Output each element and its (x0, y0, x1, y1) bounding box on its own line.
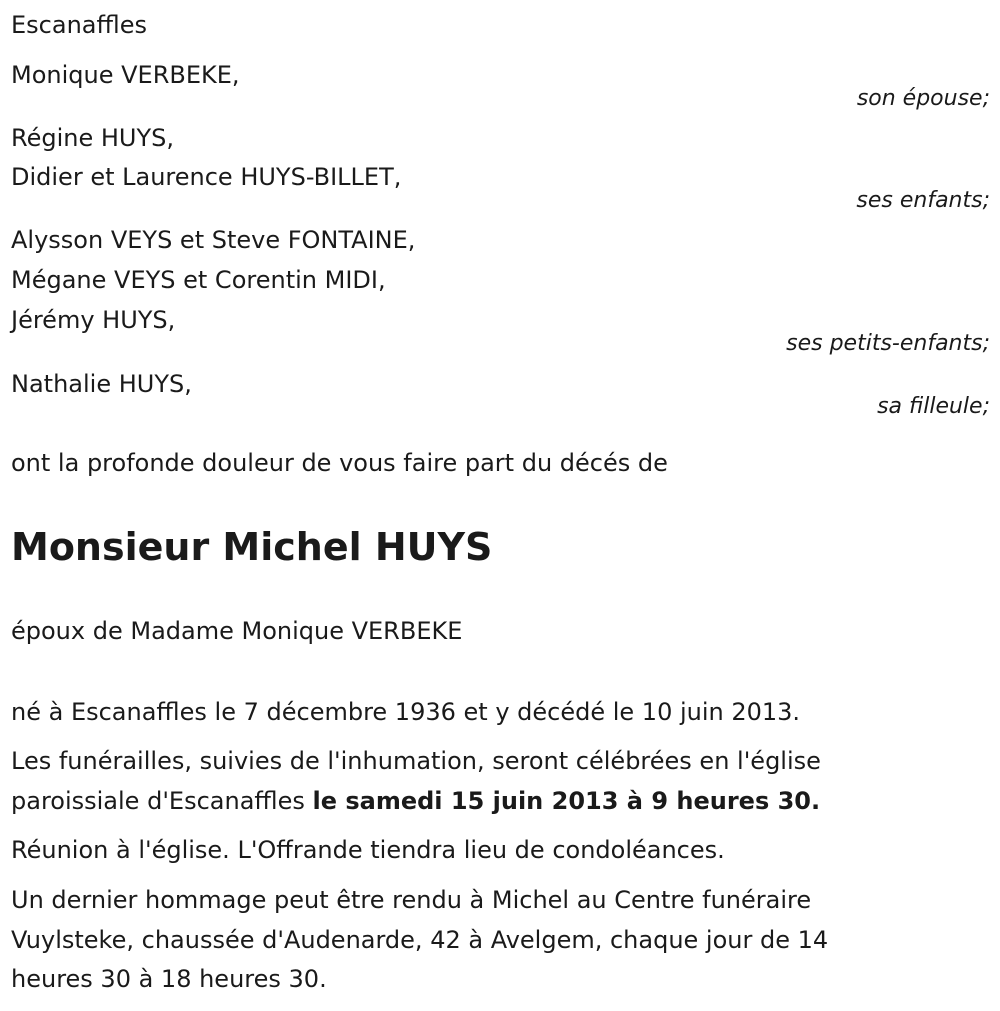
homage-line: Un dernier hommage peut être rendu à Michel au Centre funéraire (11, 886, 812, 914)
homage-line: heures 30 à 18 heures 30. (11, 965, 327, 993)
grandchild-name: Mégane VEYS et Corentin MIDI, (11, 266, 386, 294)
child-name: Didier et Laurence HUYS-BILLET, (11, 163, 402, 191)
grandchild-name: Alysson VEYS et Steve FONTAINE, (11, 226, 416, 254)
place-heading: Escanaffles (11, 11, 147, 39)
birth-death-line: né à Escanaffles le 7 décembre 1936 et y décédé le 10 juin 2013. (11, 698, 801, 726)
goddaughter-role: sa filleule; (877, 394, 990, 419)
homage-line: Vuylsteke, chaussée d'Audenarde, 42 à Avelgem, chaque jour de 14 (11, 926, 829, 954)
funeral-place: paroissiale d'Escanaffles (11, 787, 313, 815)
funeral-date: le samedi 15 juin 2013 à 9 heures 30. (312, 787, 821, 815)
deceased-name: Monsieur Michel HUYS (11, 525, 493, 569)
grandchildren-role: ses petits-enfants; (786, 331, 990, 356)
announcement-text: ont la profonde douleur de vous faire part du décés de (11, 449, 668, 477)
meeting-line: Réunion à l'église. L'Offrande tiendra lieu de condoléances. (11, 836, 725, 864)
child-name: Régine HUYS, (11, 124, 175, 152)
funeral-line (11, 781, 820, 821)
grandchild-name: Jérémy HUYS, (11, 306, 176, 334)
spouse-name: Monique VERBEKE, (11, 61, 240, 89)
funeral-line: Les funérailles, suivies de l'inhumation, seront célébrées en l'église (11, 747, 821, 775)
goddaughter-name: Nathalie HUYS, (11, 370, 192, 398)
children-role: ses enfants; (856, 188, 990, 213)
spouse-role: son épouse; (856, 86, 990, 111)
spouse-line: époux de Madame Monique VERBEKE (11, 617, 463, 645)
